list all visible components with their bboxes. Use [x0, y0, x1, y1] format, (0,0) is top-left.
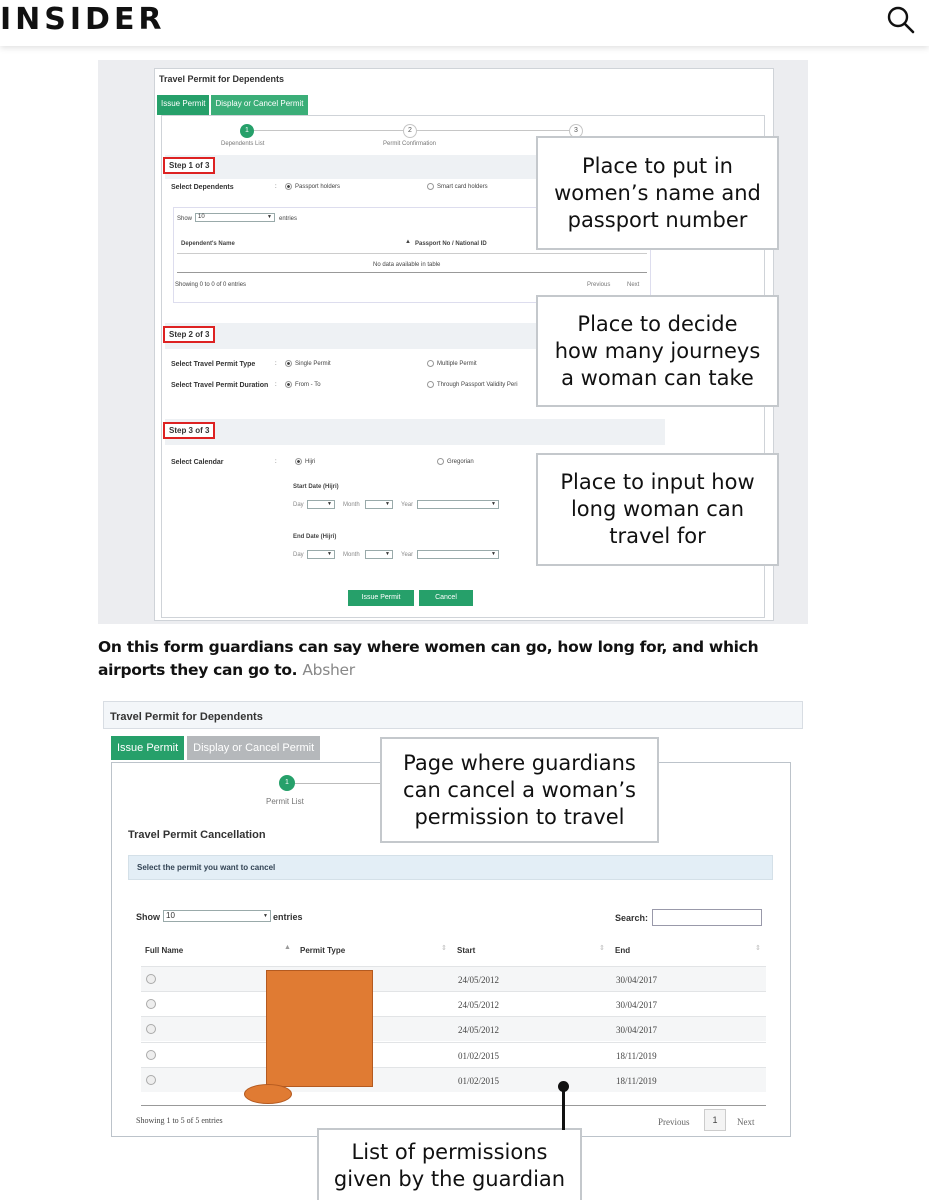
callout-line: Place to decide [577, 311, 738, 336]
callout-line: how many journeys [554, 338, 761, 363]
day-label: Day [293, 552, 304, 558]
cell-start: 01/02/2015 [458, 1051, 500, 1061]
search-input[interactable] [652, 909, 762, 926]
cell-end: 30/04/2017 [616, 975, 658, 985]
page-size-select[interactable]: 10 ▼ [195, 213, 275, 222]
callout-line: Place to input how [560, 470, 755, 494]
option-label: Single Permit [295, 361, 331, 368]
page-1-button[interactable]: 1 [704, 1109, 726, 1131]
sort-icon[interactable]: ⇕ [599, 945, 605, 952]
table-row[interactable] [141, 1042, 766, 1067]
table-row[interactable] [141, 991, 766, 1016]
col-start[interactable]: Start [457, 946, 476, 955]
sort-up-icon[interactable]: ▲ [405, 239, 411, 245]
cell-start: 24/05/2012 [458, 1025, 500, 1035]
redaction-block [266, 970, 373, 1087]
option-label: Smart card holders [437, 184, 488, 191]
callout-line: List of permissions [351, 1139, 548, 1164]
colon: : [275, 382, 277, 388]
option-label: Hijri [305, 459, 316, 466]
form-title: Travel Permit for Dependents [159, 74, 285, 84]
step-1-label: Dependents List [221, 141, 265, 147]
end-month-select[interactable] [365, 550, 393, 559]
callout-line: women’s name and [554, 180, 761, 205]
month-label: Month [343, 552, 360, 558]
permit-duration-label: Select Travel Permit Duration [171, 382, 269, 389]
col-full-name[interactable]: Full Name [145, 946, 184, 955]
option-label: Multiple Permit [437, 361, 477, 368]
sort-icon[interactable]: ⇕ [441, 945, 447, 952]
step-1-heading: Step 1 of 3 [163, 157, 215, 174]
form-titlebar [103, 701, 803, 729]
row-radio[interactable] [146, 999, 156, 1009]
radio-icon[interactable] [285, 381, 292, 388]
step-2-label: Permit Confirmation [383, 141, 437, 147]
site-header [0, 0, 929, 46]
cell-end: 30/04/2017 [616, 1025, 658, 1035]
step-2-indicator: 2 [403, 124, 417, 138]
select-calendar-label: Select Calendar [171, 459, 224, 466]
show-label: Show [136, 912, 160, 922]
option-label: Gregorian [447, 459, 474, 466]
callout-line: permission to travel [414, 804, 625, 829]
entries-label: entries [279, 216, 298, 222]
tab-display-cancel-permit[interactable]: Display or Cancel Permit [211, 95, 307, 115]
start-month-select[interactable] [365, 500, 393, 509]
instruction-text: Select the permit you want to cancel [137, 863, 276, 872]
redaction-oval [244, 1084, 292, 1104]
radio-icon[interactable] [427, 183, 434, 190]
radio-passport-holders[interactable] [285, 183, 340, 190]
radio-passport-validity[interactable] [427, 381, 518, 388]
tab-issue-permit[interactable]: Issue Permit [111, 736, 184, 760]
tab-issue-permit[interactable]: Issue Permit [157, 95, 209, 115]
end-day-select[interactable] [307, 550, 335, 559]
callout-line: Place to put in [582, 153, 733, 178]
divider [177, 253, 647, 254]
site-logo[interactable]: INSIDER [0, 2, 166, 37]
step-1-indicator: 1 [279, 775, 295, 791]
step-2-heading: Step 2 of 3 [163, 326, 215, 343]
radio-multiple-permit[interactable] [427, 360, 477, 367]
row-radio[interactable] [146, 1050, 156, 1060]
table-info: Showing 0 to 0 of 0 entries [175, 282, 247, 288]
callout-line: can cancel a woman’s [403, 777, 636, 802]
start-date-label: Start Date (Hijri) [293, 484, 339, 490]
cell-start: 24/05/2012 [458, 975, 500, 985]
issue-permit-button[interactable]: Issue Permit [348, 590, 414, 606]
search-icon[interactable] [885, 4, 917, 36]
show-label: Show [177, 216, 193, 222]
col-passport-no[interactable]: Passport No / National ID [415, 241, 487, 247]
cancel-button[interactable]: Cancel [419, 590, 473, 606]
callout-permission-list [317, 1128, 582, 1200]
callout-cancel-page [380, 737, 659, 843]
year-label: Year [401, 502, 414, 508]
col-end[interactable]: End [615, 946, 631, 955]
empty-table-message: No data available in table [373, 262, 441, 268]
option-label: From - To [295, 382, 321, 389]
form-screenshot-issue-permit [98, 60, 808, 624]
select-dependents-label: Select Dependents [171, 184, 234, 191]
radio-icon[interactable] [427, 381, 434, 388]
permit-type-label: Select Travel Permit Type [171, 361, 256, 368]
search-label: Search: [615, 913, 649, 923]
radio-icon[interactable] [285, 360, 292, 367]
callout-line: Page where guardians [403, 750, 636, 775]
table-row[interactable] [141, 966, 766, 991]
radio-icon[interactable] [427, 360, 434, 367]
divider [177, 272, 647, 273]
next-button[interactable]: Next [627, 282, 640, 288]
cell-end: 30/04/2017 [616, 1000, 658, 1010]
cell-end: 18/11/2019 [616, 1076, 657, 1086]
table-row[interactable] [141, 1067, 766, 1092]
page-size-select[interactable]: 10 ▼ [163, 910, 271, 922]
step-3-indicator: 3 [569, 124, 583, 138]
instruction-band [128, 855, 773, 880]
row-radio[interactable] [146, 1075, 156, 1085]
col-permit-type[interactable]: Permit Type [300, 946, 346, 955]
option-label: Through Passport Validity Peri [437, 382, 518, 389]
callout-name-passport [536, 136, 779, 250]
form-tabs [111, 736, 320, 760]
table-info: Showing 1 to 5 of 5 entries [136, 1116, 223, 1125]
callout-line: given by the guardian [333, 1166, 566, 1191]
divider [141, 1105, 766, 1106]
colon: : [275, 184, 277, 190]
next-button[interactable]: Next [737, 1117, 755, 1127]
previous-button[interactable]: Previous [587, 282, 611, 288]
sort-up-icon[interactable]: ▲ [284, 944, 291, 951]
step3-band [165, 419, 665, 445]
tab-display-cancel-permit[interactable]: Display or Cancel Permit [187, 736, 320, 760]
radio-icon[interactable] [285, 183, 292, 190]
pointer-line [562, 1087, 565, 1130]
form-title: Travel Permit for Dependents [110, 711, 263, 723]
month-label: Month [343, 502, 360, 508]
radio-single-permit[interactable] [285, 360, 331, 367]
start-day-select[interactable] [307, 500, 335, 509]
colon: : [275, 459, 277, 465]
callout-duration [536, 453, 779, 566]
caption-credit: Absher [302, 661, 355, 679]
panel-title: Travel Permit Cancellation [128, 829, 266, 841]
callout-line: passport number [567, 207, 748, 232]
radio-icon[interactable] [295, 458, 302, 465]
step-1-indicator: 1 [240, 124, 254, 138]
radio-gregorian[interactable] [437, 458, 474, 465]
stepper-line [295, 783, 385, 784]
entries-label: entries [273, 912, 303, 922]
step-3-heading: Step 3 of 3 [163, 422, 215, 439]
table-row[interactable] [141, 1016, 766, 1041]
end-date-label: End Date (Hijri) [293, 534, 337, 540]
cell-start: 01/02/2015 [458, 1076, 500, 1086]
callout-journeys [536, 295, 779, 407]
radio-smart-card-holders[interactable] [427, 183, 488, 190]
colon: : [275, 361, 277, 367]
form-tabs [157, 95, 308, 115]
callout-line: long woman can [570, 497, 745, 521]
caption-text: On this form guardians can say where women can go, how long for, and which airports they can go to. [98, 638, 759, 679]
day-label: Day [293, 502, 304, 508]
option-label: Passport holders [295, 184, 341, 191]
radio-from-to[interactable] [285, 381, 321, 388]
end-year-select[interactable] [417, 550, 499, 559]
radio-hijri[interactable] [295, 458, 315, 465]
cell-start: 24/05/2012 [458, 1000, 500, 1010]
start-year-select[interactable] [417, 500, 499, 509]
sort-icon[interactable]: ⇕ [755, 945, 761, 952]
row-radio[interactable] [146, 1024, 156, 1034]
col-dependents-name[interactable]: Dependent's Name [181, 241, 235, 247]
callout-line: a woman can take [561, 365, 754, 390]
step-1-label: Permit List [266, 797, 304, 806]
previous-button[interactable]: Previous [658, 1117, 690, 1127]
year-label: Year [401, 552, 414, 558]
image-caption [98, 636, 818, 682]
callout-line: travel for [609, 524, 706, 548]
radio-icon[interactable] [437, 458, 444, 465]
cell-end: 18/11/2019 [616, 1051, 657, 1061]
row-radio[interactable] [146, 974, 156, 984]
